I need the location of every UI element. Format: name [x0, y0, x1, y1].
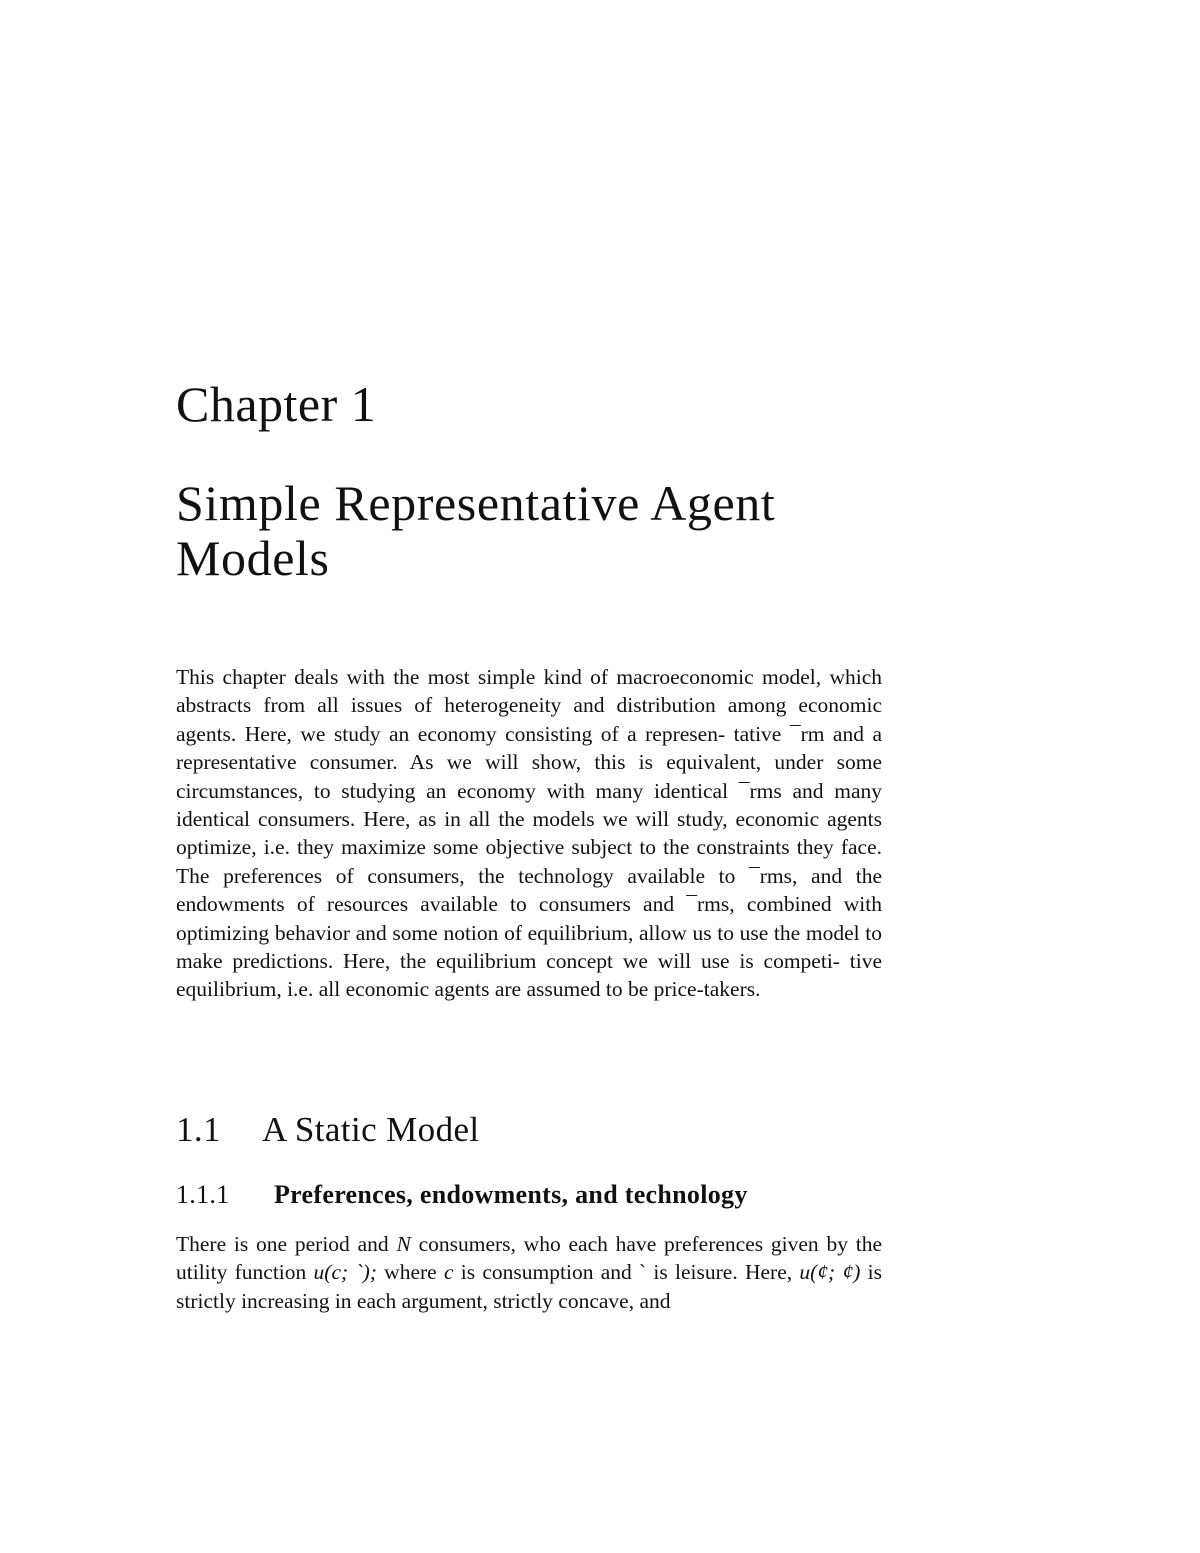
utility-function-generic: u(¢; ¢) [799, 1260, 861, 1285]
body-text-1: There is one period and [176, 1232, 397, 1256]
body-text-2: consumers, who each have preferences given by the utility function [176, 1232, 882, 1285]
section-title: A Static Model [262, 1110, 480, 1149]
section-heading [176, 1108, 480, 1152]
body-text-3: where [376, 1260, 444, 1285]
chapter-label: Chapter 1 [176, 376, 377, 432]
subsection-title: Preferences, endowments, and technology [274, 1180, 748, 1209]
variable-c: c [443, 1260, 454, 1285]
body-paragraph [176, 1230, 882, 1315]
variable-n: N [396, 1232, 411, 1256]
subsection-number: 1.1.1 [176, 1180, 230, 1209]
chapter-title: Simple Representative Agent Models [176, 475, 776, 586]
section-number: 1.1 [176, 1110, 221, 1149]
body-text-5: is strictly increasing in each argument, strictly concave, and [176, 1260, 882, 1313]
body-text-4: is consumption and ` is leisure. Here, [453, 1260, 800, 1285]
intro-paragraph: This chapter deals with the most simple kind of macroeconomic model, which abstracts from all issues of heterogeneity and distribution among economic agents. Here, we study an economy consisting of a represen- tative ¯rm and a representative consumer. As we will show, this is equivalent, under some circumstances, to studying an economy with many identical ¯rms and many identical consumers. Here, as in all the models we will study, economic agents optimize, i.e. they maximize some objective subject to the constraints they face. The preferences of consumers, the technology available to ¯rms, and the endowments of resources available to consumers and ¯rms, combined with optimizing behavior and some notion of equilibrium, allow us to use the model to make predictions. Here, the equilibrium concept we will use is competi- tive equilibrium, i.e. all economic agents are assumed to be price-takers. [176, 665, 882, 1002]
subsection-heading [176, 1178, 748, 1212]
utility-function: u(c; `); [313, 1260, 377, 1285]
